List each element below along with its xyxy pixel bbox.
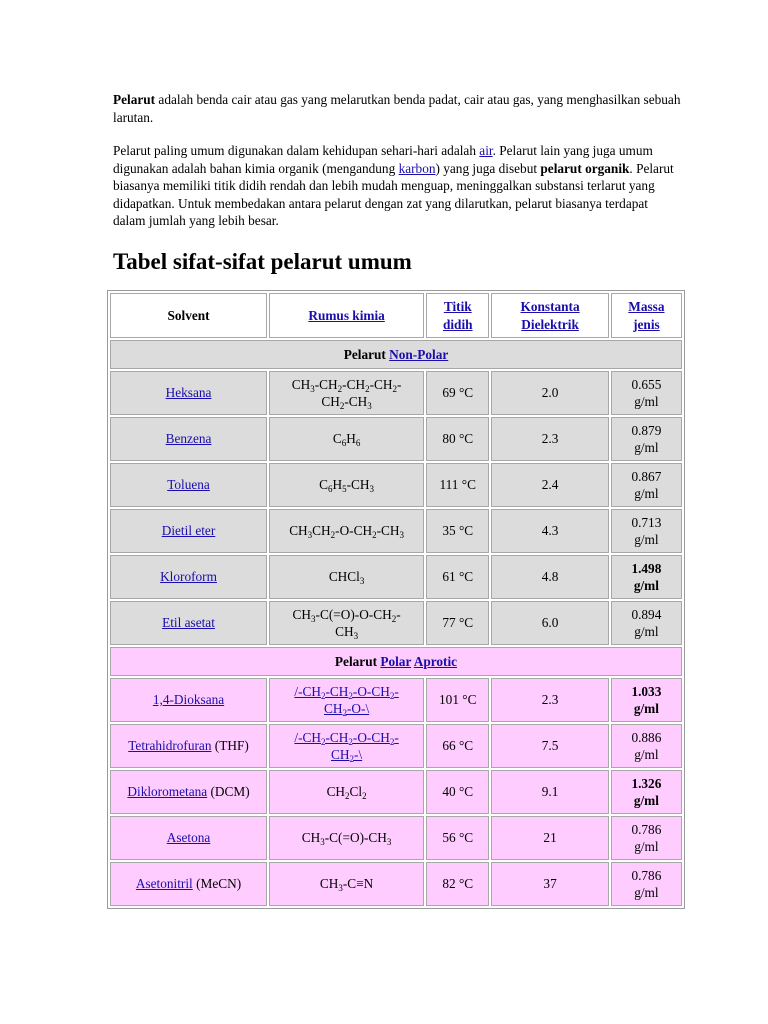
- link-formula-thf[interactable]: $/-CH_2-CH_2-O-CH_2-$ $CH_2-\backslash$: [294, 729, 399, 764]
- formula-cell: $CH_3-CH_2-CH_2-CH_2-$ $CH_2-CH_3$: [269, 371, 424, 415]
- solvent-name-cell: [110, 417, 267, 461]
- link-benzena[interactable]: Benzena: [165, 431, 212, 447]
- solvent-name-cell: [110, 509, 267, 553]
- intro-text: . Pelarut biasanya memiliki titik didih rendah dan lebih mudah menguap, meninggalkan substansi terlarut yang didapatkan. Untuk membedakan antara pelarut dengan zat yang dilarutkan, pelarut biasanya terdapat dalam jumlah yang lebih besar.: [113, 160, 674, 228]
- section-nonpolar-row: [110, 340, 682, 369]
- header-line: Konstanta: [520, 299, 580, 314]
- link-formula-dioksana[interactable]: $/-CH_2-CH_2-O-CH_2-$ $CH_2-O-\backslash$: [294, 683, 399, 718]
- section-polar-aprotic-row: [110, 647, 682, 676]
- header-solvent: Solvent: [110, 293, 267, 338]
- dielectric-cell: 2.4: [491, 463, 608, 507]
- density-cell: 0.867 g/ml: [611, 463, 682, 507]
- dielectric-cell: 2.0: [491, 371, 608, 415]
- abbreviation: (MeCN): [192, 876, 242, 892]
- solvent-name-cell: [110, 678, 267, 722]
- dielectric-cell: 21: [491, 816, 608, 860]
- dielectric-cell: 2.3: [491, 678, 608, 722]
- boiling-point-cell: 77 °C: [426, 601, 489, 645]
- formula-cell: [269, 724, 424, 768]
- density-cell: 0.886 g/ml: [611, 724, 682, 768]
- link-konstanta-dielektrik[interactable]: [521, 299, 580, 332]
- boiling-point-cell: 35 °C: [426, 509, 489, 553]
- formula-cell: $CH_3CH_2-O-CH_2-CH_3$: [269, 509, 424, 553]
- dielectric-cell: 4.8: [491, 555, 608, 599]
- solvent-name-cell: [110, 724, 267, 768]
- header-massa-jenis: [611, 293, 682, 338]
- abbreviation: (DCM): [207, 784, 250, 800]
- intro-text: . Pelarut lain yang juga umum digunakan adalah bahan kimia organik (mengandung: [113, 143, 653, 176]
- density-cell: 0.894 g/ml: [611, 601, 682, 645]
- link-toluena[interactable]: Toluena: [167, 477, 210, 493]
- solvent-name-cell: [110, 555, 267, 599]
- table-row: [110, 816, 682, 860]
- solvent-name-cell: [110, 816, 267, 860]
- formula-cell: CHCl$_3$: [269, 555, 424, 599]
- table-row: [110, 678, 682, 722]
- dielectric-cell: 7.5: [491, 724, 608, 768]
- formula-cell: $CH_3-C(=O)-O-CH_2-$ $CH_3$: [269, 601, 424, 645]
- link-kloroform[interactable]: Kloroform: [160, 569, 217, 585]
- section-label: Pelarut: [334, 653, 381, 669]
- section-nonpolar: [110, 340, 682, 369]
- density-cell: 0.786 g/ml: [611, 862, 682, 906]
- intro-paragraph-2: [113, 142, 683, 230]
- table-header-row: [110, 293, 682, 338]
- boiling-point-cell: 56 °C: [426, 816, 489, 860]
- abbreviation: (THF): [211, 738, 249, 754]
- boiling-point-cell: 111 °C: [426, 463, 489, 507]
- boiling-point-cell: 61 °C: [426, 555, 489, 599]
- link-rumus-kimia[interactable]: Rumus kimia: [308, 307, 385, 323]
- table-row: [110, 371, 682, 415]
- header-line: didih: [442, 316, 473, 332]
- header-line: jenis: [633, 316, 660, 332]
- section-polar-aprotic: [110, 647, 682, 676]
- boiling-point-cell: 80 °C: [426, 417, 489, 461]
- boiling-point-cell: 101 °C: [426, 678, 489, 722]
- table-row: [110, 463, 682, 507]
- dielectric-cell: 37: [491, 862, 608, 906]
- boiling-point-cell: 82 °C: [426, 862, 489, 906]
- solvent-name-cell: [110, 862, 267, 906]
- table-row: [110, 770, 682, 814]
- solvent-table: [107, 290, 685, 909]
- term-pelarut-organik: pelarut organik: [540, 160, 630, 176]
- formula-cell: $CH_3-C\equiv N$: [269, 862, 424, 906]
- header-line: Dielektrik: [521, 316, 579, 332]
- intro-text: ) yang juga disebut: [435, 160, 541, 176]
- link-etil-asetat[interactable]: Etil asetat: [162, 615, 215, 631]
- density-cell: 0.786 g/ml: [611, 816, 682, 860]
- link-titik-didih[interactable]: [443, 299, 473, 332]
- link-massa-jenis[interactable]: [628, 299, 664, 332]
- link-asetona[interactable]: Asetona: [166, 830, 211, 846]
- table-row: [110, 862, 682, 906]
- link-tetrahidrofuran[interactable]: Tetrahidrofuran: [128, 738, 212, 754]
- density-cell: 0.655 g/ml: [611, 371, 682, 415]
- dielectric-cell: 2.3: [491, 417, 608, 461]
- table-row: [110, 417, 682, 461]
- solvent-name-cell: [110, 463, 267, 507]
- density-cell: 0.879 g/ml: [611, 417, 682, 461]
- dielectric-cell: 4.3: [491, 509, 608, 553]
- table-row: [110, 509, 682, 553]
- density-cell: 1.498 g/ml: [611, 555, 682, 599]
- boiling-point-cell: 66 °C: [426, 724, 489, 768]
- density-cell: 1.326 g/ml: [611, 770, 682, 814]
- link-heksana[interactable]: Heksana: [165, 385, 212, 401]
- header-line: Titik: [443, 299, 472, 314]
- header-rumus: [269, 293, 424, 338]
- intro-paragraph-1: [113, 91, 683, 126]
- solvent-name-cell: [110, 770, 267, 814]
- dielectric-cell: 6.0: [491, 601, 608, 645]
- intro-text: Pelarut paling umum digunakan dalam kehidupan sehari-hari adalah: [113, 143, 480, 158]
- header-line: Massa: [628, 299, 665, 314]
- header-konstanta: [491, 293, 608, 338]
- density-cell: 1.033 g/ml: [611, 678, 682, 722]
- formula-cell: $C_6H_5-CH_3$: [269, 463, 424, 507]
- density-cell: 0.713 g/ml: [611, 509, 682, 553]
- link-polar[interactable]: Polar: [380, 653, 412, 669]
- table-row: [110, 724, 682, 768]
- header-titik-didih: [426, 293, 489, 338]
- solvent-name-cell: [110, 371, 267, 415]
- solvent-name-cell: [110, 601, 267, 645]
- table-row: [110, 601, 682, 645]
- link-asetonitril[interactable]: Asetonitril: [135, 876, 193, 892]
- link-dietil-eter[interactable]: Dietil eter: [161, 523, 216, 539]
- link-aprotic[interactable]: Aprotic: [413, 653, 458, 669]
- section-label: Pelarut: [343, 346, 390, 362]
- formula-cell: [269, 678, 424, 722]
- boiling-point-cell: 40 °C: [426, 770, 489, 814]
- table-row: [110, 555, 682, 599]
- term-pelarut: Pelarut: [113, 92, 156, 107]
- formula-cell: $CH_3-C(=O)-CH_3$: [269, 816, 424, 860]
- article-body: [113, 91, 683, 277]
- intro-text: adalah benda cair atau gas yang melarutkan benda padat, cair atau gas, yang menghasilkan sebuah larutan.: [113, 92, 681, 125]
- dielectric-cell: 9.1: [491, 770, 608, 814]
- link-karbon[interactable]: karbon: [398, 160, 436, 176]
- formula-cell: $CH_2Cl_2$: [269, 770, 424, 814]
- link-dioksana[interactable]: 1,4-Dioksana: [152, 692, 225, 708]
- link-air[interactable]: air: [479, 143, 493, 158]
- link-diklorometana[interactable]: Diklorometana: [127, 784, 208, 800]
- page-title: Tabel sifat-sifat pelarut umum: [113, 248, 412, 274]
- formula-cell: $C_6H_6$: [269, 417, 424, 461]
- link-non-polar[interactable]: Non-Polar: [389, 346, 449, 362]
- boiling-point-cell: 69 °C: [426, 371, 489, 415]
